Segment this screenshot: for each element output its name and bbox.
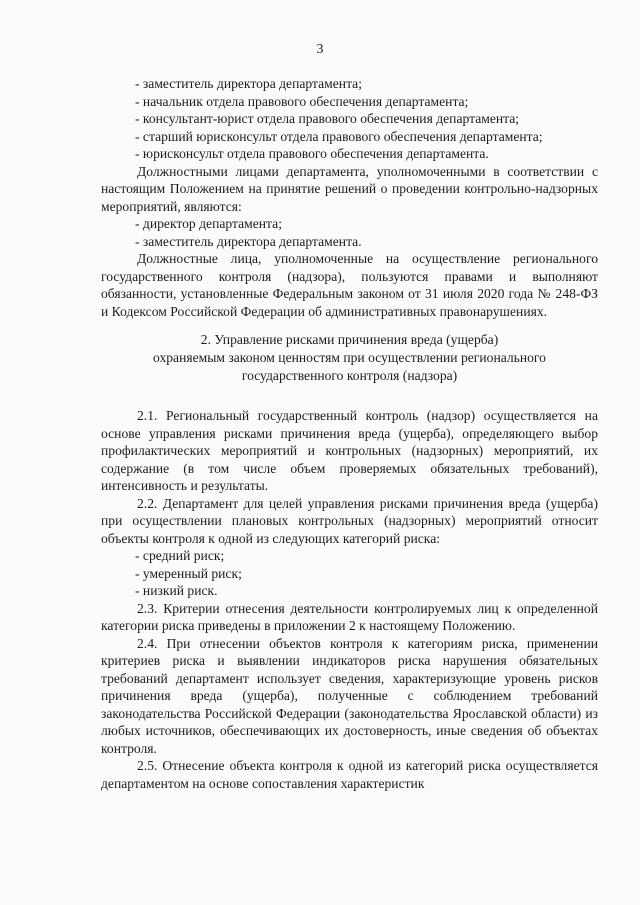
risk-list-item: - низкий риск.	[135, 583, 218, 598]
risk-list-item: - умеренный риск;	[135, 565, 242, 581]
heading-line: государственного контроля (надзора)	[241, 368, 458, 383]
heading-line: 2. Управление рисками причинения вреда (ущерба)	[200, 332, 499, 347]
paragraph-2-4: 2.4. При отнесении объектов контроля к категориям риска, применении критериев риска и выявлении индикаторов риска нарушения обязательных требований департамент использует сведения, характеризующие уровень рисков причинения вреда (ущерба), полученные с соблюдением требований законодательства Российской Федерации (законодательства Ярославской области) из любых источников, обеспечивающих их достоверность, иные сведения об объектах контроля.	[101, 635, 598, 756]
list-item: - начальник отдела правового обеспечения департамента;	[135, 93, 469, 109]
list-item: - старший юрисконсульт отдела правового обеспечения департамента;	[135, 128, 543, 144]
paragraph-2-1: 2.1. Региональный государственный контроль (надзор) осуществляется на основе управления рисками причинения вреда (ущерба), определяющего выбор профилактических мероприятий и контрольных (надзорных) мероприятий, их содержание (в том числе объем проверяемых обязательных требований), интенсивность и результаты.	[101, 408, 598, 493]
section-heading	[101, 331, 598, 385]
list-item: - консультант-юрист отдела правового обеспечения департамента;	[135, 111, 520, 126]
paragraph-rights: Должностные лица, уполномоченные на осуществление регионального государственного контроля (надзора), пользуются правами и выполняют обязанности, установленные Федеральным законом от 31 июля 2020 года № 248-ФЗ и Кодексом Российской Федерации об административных правонарушениях.	[101, 251, 598, 319]
paragraph-2-2: 2.2. Департамент для целей управления рисками причинения вреда (ущерба) при осуществлении плановых контрольных (надзорных) мероприятий относит объекты контроля к одной из следующих категорий риска:	[101, 495, 598, 546]
list-item: - заместитель директора департамента;	[135, 76, 362, 91]
document-body	[101, 75, 598, 792]
risk-list-item: - средний риск;	[135, 548, 225, 563]
page-number: 3	[316, 42, 324, 57]
list-item: - юрисконсульт отдела правового обеспечения департамента.	[135, 146, 489, 161]
heading-line: охраняемым законом ценностям при осуществлении регионального	[153, 350, 546, 365]
list-item: - заместитель директора департамента.	[135, 233, 362, 249]
paragraph-officials: Должностными лицами департамента, уполномоченными в соответствии с настоящим Положением на принятие решений о проведении контрольно-надзорных мероприятий, являются:	[101, 163, 598, 214]
paragraph-2-3: 2.3. Критерии отнесения деятельности контролируемых лиц к определенной категории риска приведены в приложении 2 к настоящему Положению.	[101, 600, 598, 633]
list-item: - директор департамента;	[135, 216, 282, 231]
paragraph-2-5: 2.5. Отнесение объекта контроля к одной из категорий риска осуществляется департаментом на основе сопоставления характеристик	[101, 758, 598, 791]
